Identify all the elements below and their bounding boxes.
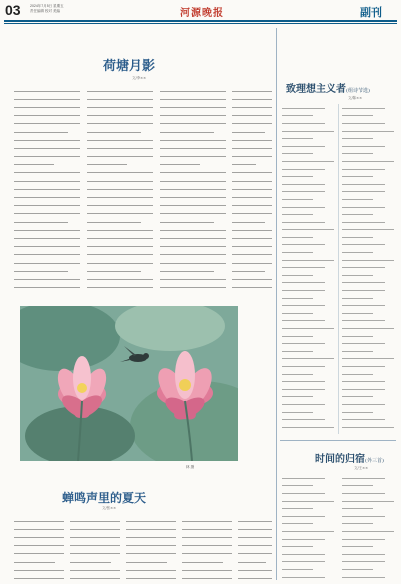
text-line — [342, 332, 373, 337]
text-line — [232, 86, 272, 92]
text-line — [282, 142, 325, 147]
text-line — [282, 332, 313, 337]
text-line — [282, 504, 313, 509]
text-line — [282, 324, 334, 329]
text-line — [282, 127, 334, 132]
text-line — [232, 119, 272, 125]
poem-divider — [338, 104, 339, 434]
text-line — [342, 271, 373, 276]
text-line — [282, 527, 334, 532]
text-line — [232, 160, 256, 166]
text-line — [282, 474, 325, 479]
text-line — [342, 263, 385, 268]
text-line — [342, 142, 385, 147]
return-title-text: 时间的归宿 — [315, 454, 365, 465]
text-line — [342, 165, 385, 170]
text-line — [282, 558, 325, 563]
text-line — [87, 242, 153, 248]
lotus-column-1 — [14, 86, 80, 294]
text-line — [342, 150, 373, 155]
text-line — [87, 111, 153, 117]
section-name: 副刊 — [360, 6, 382, 19]
text-line — [14, 557, 55, 563]
text-line — [342, 248, 373, 253]
text-line — [14, 532, 64, 538]
text-line — [87, 135, 153, 141]
text-line — [232, 250, 272, 256]
text-line — [342, 210, 373, 215]
text-line — [232, 233, 272, 239]
text-line — [342, 127, 394, 132]
text-line — [232, 143, 272, 149]
text-line — [160, 283, 226, 289]
text-line — [282, 377, 325, 382]
cicada-column-5 — [238, 516, 272, 580]
text-line — [14, 283, 80, 289]
text-line — [126, 541, 176, 547]
text-line — [87, 250, 153, 256]
text-line — [232, 283, 272, 289]
editor-text: 责任编辑 校对 美编 — [30, 9, 60, 13]
photo-caption: 林 摄 — [186, 465, 195, 469]
text-line — [87, 291, 153, 294]
text-line — [14, 86, 80, 92]
text-line — [14, 209, 80, 215]
text-line — [126, 532, 176, 538]
text-line — [342, 226, 394, 231]
text-line — [342, 119, 385, 124]
text-line — [232, 176, 272, 182]
text-line — [342, 400, 385, 405]
text-line — [342, 218, 385, 223]
text-line — [160, 217, 214, 223]
text-line — [160, 291, 226, 294]
text-line — [14, 266, 68, 272]
text-line — [14, 168, 80, 174]
text-line — [342, 134, 373, 139]
masthead-rule-thin — [4, 23, 397, 24]
text-line — [342, 565, 373, 570]
text-line — [14, 217, 68, 223]
text-line — [182, 541, 232, 547]
text-line — [342, 535, 385, 540]
text-line — [342, 504, 373, 509]
text-line — [282, 271, 313, 276]
text-line — [182, 549, 232, 555]
text-line — [282, 520, 313, 525]
text-line — [282, 233, 313, 238]
text-line — [282, 347, 313, 352]
text-line — [342, 279, 385, 284]
text-line — [238, 541, 272, 547]
text-line — [70, 541, 120, 547]
text-line — [182, 532, 232, 538]
idealism-poem-column-1 — [282, 104, 334, 434]
text-line — [238, 516, 272, 522]
text-line — [232, 168, 272, 174]
return-poem-column-2 — [342, 474, 394, 580]
cicada-column-2 — [70, 516, 120, 580]
text-line — [238, 565, 272, 571]
text-line — [14, 135, 80, 141]
text-line — [14, 160, 54, 166]
text-line — [160, 111, 226, 117]
text-line — [342, 301, 385, 306]
text-line — [70, 516, 120, 522]
text-line — [160, 119, 226, 125]
text-line — [182, 565, 232, 571]
text-line — [160, 242, 226, 248]
text-line — [282, 165, 325, 170]
text-line — [160, 152, 226, 158]
text-line — [282, 294, 313, 299]
text-line — [342, 558, 385, 563]
lotus-illustration — [20, 306, 238, 461]
text-line — [342, 286, 385, 291]
text-line — [342, 362, 385, 367]
text-line — [70, 524, 120, 530]
text-line — [14, 184, 80, 190]
text-line — [342, 370, 373, 375]
text-line — [238, 573, 272, 579]
text-line — [160, 201, 226, 207]
text-line — [282, 301, 325, 306]
text-line — [342, 339, 385, 344]
text-line — [342, 241, 385, 246]
text-line — [14, 119, 80, 125]
text-line — [87, 201, 153, 207]
text-line — [14, 176, 80, 182]
masthead-rule — [4, 20, 397, 22]
text-line — [14, 152, 80, 158]
text-line — [160, 94, 226, 100]
text-line — [342, 104, 385, 109]
text-line — [160, 102, 226, 108]
text-line — [342, 497, 394, 502]
idealism-poem-column-2 — [342, 104, 394, 434]
text-line — [160, 225, 226, 231]
text-line — [160, 209, 226, 215]
text-line — [282, 180, 325, 185]
text-line — [14, 274, 80, 280]
text-line — [14, 541, 64, 547]
text-line — [282, 535, 325, 540]
text-line — [87, 217, 141, 223]
text-line — [238, 557, 266, 563]
text-line — [14, 250, 80, 256]
text-line — [70, 573, 120, 579]
text-line — [342, 188, 385, 193]
text-line — [126, 549, 176, 555]
text-line — [14, 242, 80, 248]
text-line — [182, 573, 232, 579]
text-line — [282, 370, 313, 375]
text-line — [282, 188, 325, 193]
text-line — [282, 317, 325, 322]
text-line — [14, 201, 80, 207]
text-line — [232, 217, 265, 223]
text-line — [160, 176, 226, 182]
text-line — [232, 274, 272, 280]
text-line — [232, 225, 272, 231]
text-line — [160, 143, 226, 149]
text-line — [14, 549, 64, 555]
text-line — [14, 291, 80, 294]
text-line — [342, 431, 373, 434]
text-line — [282, 134, 313, 139]
text-line — [342, 385, 385, 390]
text-line — [342, 347, 373, 352]
text-line — [342, 324, 394, 329]
text-line — [14, 565, 64, 571]
text-line — [160, 135, 226, 141]
text-line — [282, 256, 334, 261]
text-line — [14, 102, 80, 108]
text-line — [282, 263, 325, 268]
text-line — [342, 294, 373, 299]
lotus-title: 荷塘月影 — [103, 59, 156, 74]
text-line — [87, 209, 153, 215]
idealism-title — [286, 80, 370, 95]
text-line — [282, 309, 313, 314]
text-line — [14, 127, 68, 133]
text-line — [126, 524, 176, 530]
text-line — [160, 233, 226, 239]
text-line — [282, 393, 313, 398]
text-line — [342, 542, 373, 547]
text-line — [126, 516, 176, 522]
text-line — [232, 258, 272, 264]
text-line — [87, 94, 153, 100]
text-line — [282, 218, 325, 223]
text-line — [232, 242, 272, 248]
text-line — [87, 192, 153, 198]
text-line — [87, 102, 153, 108]
text-line — [87, 176, 153, 182]
text-line — [282, 112, 313, 117]
text-line — [70, 549, 120, 555]
text-line — [232, 201, 272, 207]
idealism-byline: 文/陈×× — [348, 96, 363, 100]
text-line — [182, 557, 223, 563]
text-line — [232, 209, 272, 215]
text-line — [232, 102, 272, 108]
text-line — [342, 489, 385, 494]
text-line — [160, 258, 226, 264]
text-line — [160, 192, 226, 198]
text-line — [282, 150, 313, 155]
return-subtitle: (外三首) — [365, 458, 384, 464]
text-line — [238, 532, 272, 538]
text-line — [126, 557, 167, 563]
text-line — [232, 94, 272, 100]
dateline — [30, 4, 130, 14]
text-line — [14, 233, 80, 239]
text-line — [160, 266, 214, 272]
text-line — [126, 573, 176, 579]
text-line — [342, 474, 385, 479]
text-line — [282, 286, 325, 291]
text-line — [126, 565, 176, 571]
text-line — [87, 119, 153, 125]
text-line — [70, 565, 120, 571]
text-line — [87, 225, 153, 231]
text-line — [282, 431, 313, 434]
text-line — [342, 233, 373, 238]
date-text: 2024年7月5日 星期五 — [30, 4, 64, 8]
text-line — [342, 393, 373, 398]
lotus-byline: 文/李×× — [132, 76, 147, 80]
text-line — [232, 152, 272, 158]
return-byline: 文/王×× — [354, 466, 369, 470]
text-line — [232, 192, 272, 198]
text-line — [160, 274, 226, 280]
page-number: 03 — [5, 2, 21, 18]
text-line — [14, 192, 80, 198]
return-title — [315, 450, 384, 465]
text-line — [342, 317, 385, 322]
text-line — [182, 516, 232, 522]
text-line — [282, 241, 325, 246]
text-line — [87, 258, 153, 264]
text-line — [282, 385, 325, 390]
text-line — [87, 152, 153, 158]
text-line — [282, 542, 313, 547]
text-line — [282, 203, 325, 208]
text-line — [160, 127, 214, 133]
text-line — [282, 415, 325, 420]
text-line — [232, 111, 272, 117]
text-line — [14, 111, 80, 117]
text-line — [342, 408, 373, 413]
text-line — [282, 339, 325, 344]
text-line — [342, 573, 385, 578]
text-line — [282, 195, 313, 200]
idealism-subtitle: (组诗节选) — [346, 88, 370, 94]
text-line — [282, 279, 325, 284]
text-line — [342, 112, 373, 117]
sidebar-divider — [276, 28, 277, 580]
text-line — [182, 524, 232, 530]
text-line — [238, 524, 272, 530]
text-line — [232, 266, 265, 272]
text-line — [342, 157, 394, 162]
text-line — [282, 210, 313, 215]
text-line — [342, 180, 385, 185]
text-line — [282, 550, 325, 555]
text-line — [342, 423, 394, 428]
text-line — [232, 127, 265, 133]
text-line — [282, 489, 325, 494]
cicada-title: 蝉鸣声里的夏天 — [62, 491, 147, 505]
text-line — [342, 415, 385, 420]
text-line — [342, 309, 373, 314]
text-line — [160, 86, 226, 92]
text-line — [342, 195, 373, 200]
text-line — [282, 226, 334, 231]
text-line — [342, 256, 394, 261]
text-line — [87, 143, 153, 149]
text-line — [342, 482, 373, 487]
text-line — [14, 258, 80, 264]
cicada-column-3 — [126, 516, 176, 580]
text-line — [282, 423, 334, 428]
cicada-column-4 — [182, 516, 232, 580]
text-line — [282, 573, 325, 578]
text-line — [87, 160, 127, 166]
text-line — [160, 184, 226, 190]
text-line — [282, 104, 325, 109]
text-line — [282, 497, 334, 502]
text-line — [87, 274, 153, 280]
text-line — [160, 160, 200, 166]
text-line — [342, 355, 394, 360]
text-line — [238, 549, 272, 555]
text-line — [342, 512, 385, 517]
text-line — [282, 362, 325, 367]
cicada-byline: 文/张×× — [102, 506, 117, 510]
return-poem-column-1 — [282, 474, 334, 580]
text-line — [70, 532, 120, 538]
text-line — [342, 377, 385, 382]
text-line — [282, 157, 334, 162]
text-line — [232, 135, 272, 141]
text-line — [282, 408, 313, 413]
lotus-photo — [20, 306, 238, 461]
text-line — [282, 400, 325, 405]
text-line — [87, 127, 141, 133]
text-line — [342, 172, 373, 177]
text-line — [342, 520, 373, 525]
text-line — [14, 143, 80, 149]
idealism-title-text: 致理想主义者 — [286, 84, 346, 95]
text-line — [14, 225, 80, 231]
text-line — [14, 516, 64, 522]
text-line — [14, 524, 64, 530]
text-line — [87, 233, 153, 239]
text-line — [160, 250, 226, 256]
text-line — [87, 86, 153, 92]
text-line — [232, 184, 272, 190]
text-line — [232, 291, 272, 294]
sidebar-hrule — [280, 440, 396, 441]
text-line — [342, 527, 394, 532]
text-line — [282, 482, 313, 487]
lotus-column-3 — [160, 86, 226, 294]
text-line — [342, 203, 385, 208]
text-line — [87, 283, 153, 289]
cicada-column-1 — [14, 516, 64, 580]
text-line — [282, 512, 325, 517]
text-line — [282, 119, 325, 124]
text-line — [282, 172, 313, 177]
paper-logo: 河源晚报 — [180, 8, 224, 19]
text-line — [14, 94, 80, 100]
text-line — [282, 565, 313, 570]
text-line — [87, 168, 153, 174]
text-line — [160, 168, 226, 174]
text-line — [14, 573, 64, 579]
text-line — [70, 557, 111, 563]
text-line — [342, 550, 385, 555]
lotus-column-4 — [232, 86, 272, 294]
lotus-column-2 — [87, 86, 153, 294]
text-line — [282, 355, 334, 360]
text-line — [87, 184, 153, 190]
text-line — [87, 266, 141, 272]
text-line — [282, 248, 313, 253]
